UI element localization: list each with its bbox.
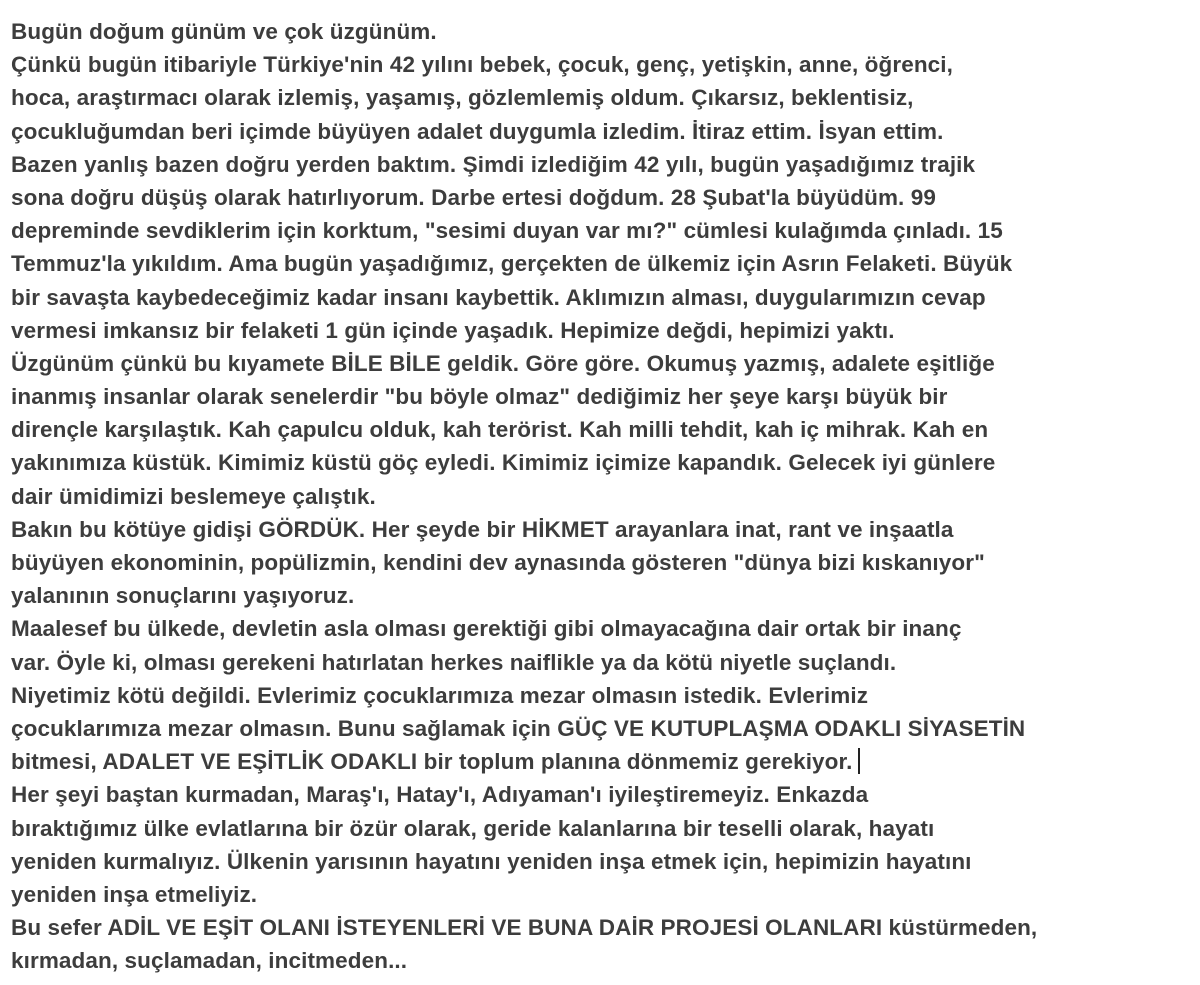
text-line: Bazen yanlış bazen doğru yerden baktım. Şimdi izlediğim 42 yılı, bugün yaşadığımız trajik	[11, 151, 976, 177]
text-line: kırmadan, suçlamadan, incitmeden...	[11, 948, 408, 974]
text-line: yakınımıza küstük. Kimimiz küstü göç eyledi. Kimimiz içimize kapandık. Gelecek iyi günlere	[11, 450, 996, 476]
text-cursor-caret	[858, 748, 860, 774]
text-line: bir savaşta kaybedeceğimiz kadar insanı kaybettik. Aklımızın alması, duygularımızın cevap	[11, 284, 986, 310]
text-line: vermesi imkansız bir felaketi 1 gün içinde yaşadık. Hepimize değdi, hepimizi yaktı.	[11, 317, 895, 343]
text-line: hoca, araştırmacı olarak izlemiş, yaşamış, gözlemlemiş oldum. Çıkarsız, beklentisiz,	[11, 85, 914, 111]
text-line: Bakın bu kötüye gidişi GÖRDÜK. Her şeyde bir HİKMET arayanlara inat, rant ve inşaatla	[11, 516, 954, 542]
text-line: dair ümidimizi beslemeye çalıştık.	[11, 483, 376, 509]
text-line: inanmış insanlar olarak senelerdir "bu böyle olmaz" dediğimiz her şeye karşı büyük bir	[11, 384, 948, 410]
text-line: sona doğru düşüş olarak hatırlıyorum. Darbe ertesi doğdum. 28 Şubat'la büyüdüm. 99	[11, 184, 936, 210]
text-line: çocukluğumdan beri içimde büyüyen adalet duygumla izledim. İtiraz ettim. İsyan ettim.	[11, 118, 944, 144]
text-line: Her şeyi baştan kurmadan, Maraş'ı, Hatay'ı, Adıyaman'ı iyileştiremeyiz. Enkazda	[11, 782, 869, 808]
text-line: bitmesi, ADALET VE EŞİTLİK ODAKLI bir toplum planına dönmemiz gerekiyor.	[11, 749, 853, 775]
text-line: Niyetimiz kötü değildi. Evlerimiz çocuklarımıza mezar olmasın istedik. Evlerimiz	[11, 682, 869, 708]
text-line: Çünkü bugün itibariyle Türkiye'nin 42 yılını bebek, çocuk, genç, yetişkin, anne, öğrenci,	[11, 52, 953, 78]
text-line: Bugün doğum günüm ve çok üzgünüm.	[11, 19, 437, 44]
text-line-with-caret	[11, 745, 1193, 778]
text-line: Maalesef bu ülkede, devletin asla olması gerektiği gibi olmayacağına dair ortak bir inanç	[11, 616, 962, 642]
note-text-body[interactable]	[11, 15, 1193, 977]
text-line: bıraktığımız ülke evlatlarına bir özür olarak, geride kalanlarına bir teselli olarak, hayatı	[11, 815, 935, 841]
text-line: çocuklarımıza mezar olmasın. Bunu sağlamak için GÜÇ VE KUTUPLAŞMA ODAKLI SİYASETİN	[11, 715, 1026, 741]
text-line: depreminde sevdiklerim için korktum, "sesimi duyan var mı?" cümlesi kulağımda çınladı. 15	[11, 218, 1003, 244]
text-line: Temmuz'la yıkıldım. Ama bugün yaşadığımız, gerçekten de ülkemiz için Asrın Felaketi. Büyük	[11, 251, 1013, 277]
text-line: dirençle karşılaştık. Kah çapulcu olduk, kah terörist. Kah milli tehdit, kah iç mihrak. Kah en	[11, 417, 989, 443]
text-line: Bu sefer ADİL VE EŞİT OLANI İSTEYENLERİ VE BUNA DAİR PROJESİ OLANLARI küstürmeden,	[11, 915, 1038, 941]
text-line: büyüyen ekonominin, popülizmin, kendini dev aynasında gösteren "dünya bizi kıskanıyor"	[11, 550, 985, 575]
text-line: yalanının sonuçlarını yaşıyoruz.	[11, 583, 355, 609]
text-line: var. Öyle ki, olması gerekeni hatırlatan herkes naiflikle ya da kötü niyetle suçlandı.	[11, 649, 897, 675]
text-line: Üzgünüm çünkü bu kıyamete BİLE BİLE geldik. Göre göre. Okumuş yazmış, adalete eşitliğe	[11, 350, 995, 376]
text-line: yeniden inşa etmeliyiz.	[11, 881, 258, 907]
text-line: yeniden kurmalıyız. Ülkenin yarısının hayatını yeniden inşa etmek için, hepimizin hayatını	[11, 848, 972, 874]
